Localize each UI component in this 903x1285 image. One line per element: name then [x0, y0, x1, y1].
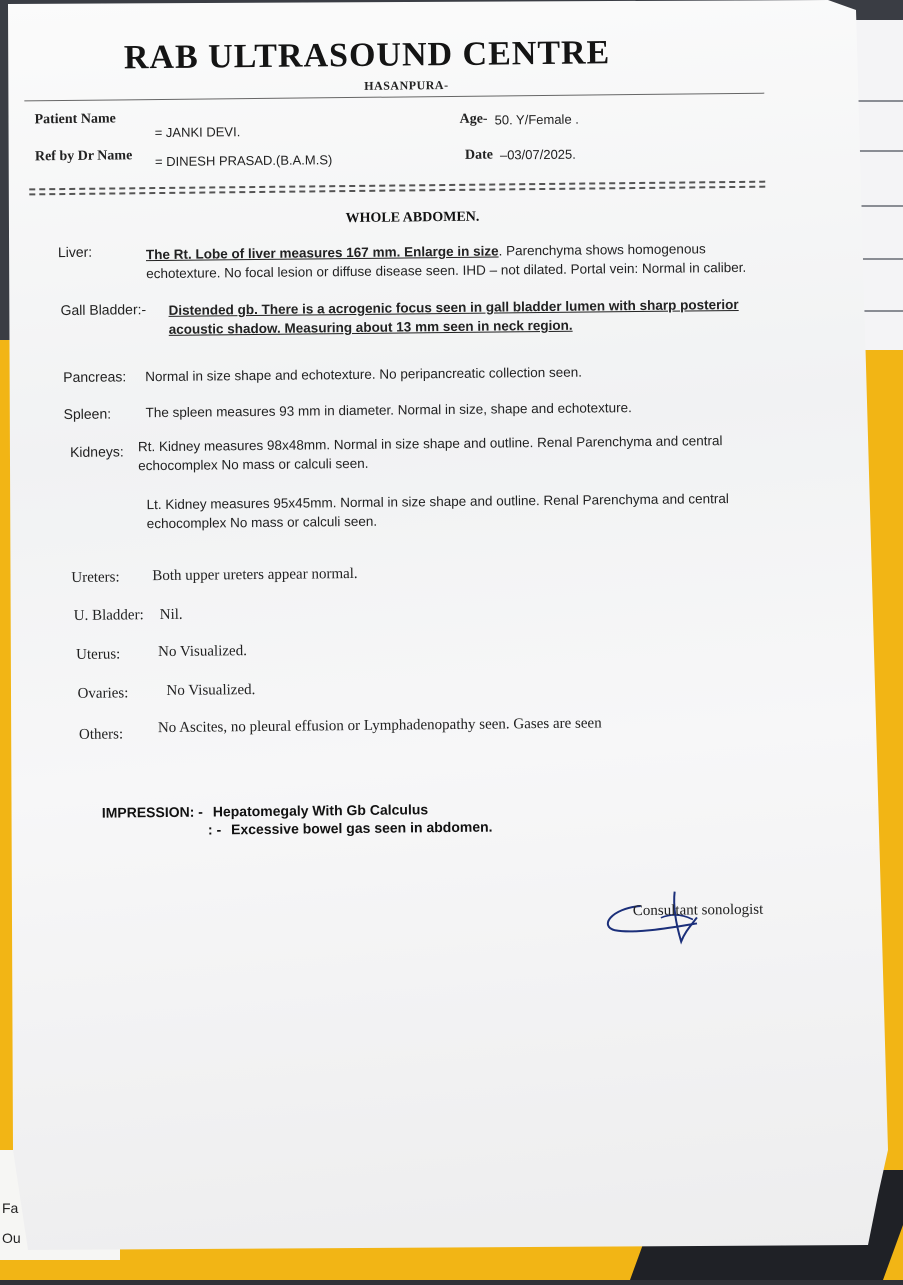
underlying-text: Ou: [2, 1230, 21, 1246]
left-kidney-text: echocomplex No mass or calculi seen.: [146, 513, 378, 532]
impression-block: [102, 800, 493, 840]
clinic-location: HASANPURA-: [364, 77, 449, 93]
left-kidney-finding: [146, 489, 729, 533]
others-label: Others:: [78, 726, 124, 743]
ref-doctor-label: Ref by Dr Name: [34, 148, 133, 165]
ref-doctor-value: = DINESH PRASAD.(B.A.M.S): [154, 152, 333, 170]
uterus-label: Uterus:: [76, 646, 121, 663]
gall-bladder-text: Distended gb. There is a acrogenic focus seen in gall bladder lumen with sharp posterior: [168, 296, 739, 318]
pancreas-finding: Normal in size shape and echotexture. No peripancreatic collection seen.: [145, 364, 583, 385]
age-label: Age-: [459, 111, 488, 127]
age-value: 50. Y/Female .: [494, 111, 579, 128]
liver-finding: [146, 239, 746, 283]
underlying-text: Fa: [2, 1200, 19, 1216]
kidneys-label: Kidneys:: [69, 443, 124, 460]
consultant-sonologist: Consultant sonologist: [632, 901, 764, 920]
ureters-label: Ureters:: [71, 569, 120, 586]
liver-finding-emphasis: The Rt. Lobe of liver measures 167 mm. Enlarge in size: [145, 243, 499, 263]
liver-finding-text: . Parenchyma shows homogenous: [498, 241, 706, 259]
impression-prefix: : -: [207, 821, 222, 838]
date-value: –03/07/2025.: [499, 146, 576, 163]
ureters-finding: Both upper ureters appear normal.: [152, 565, 358, 585]
ovaries-label: Ovaries:: [77, 685, 129, 702]
left-kidney-text: Lt. Kidney measures 95x45mm. Normal in size shape and outline. Renal Parenchyma and central: [146, 491, 729, 513]
urinary-bladder-label: U. Bladder:: [73, 607, 144, 624]
gall-bladder-finding: [168, 295, 738, 339]
clinic-title: RAB ULTRASOUND CENTRE: [123, 34, 611, 77]
pancreas-label: Pancreas:: [63, 368, 127, 386]
gall-bladder-label: Gall Bladder:-: [60, 301, 147, 319]
patient-name-label: Patient Name: [34, 111, 116, 128]
spleen-finding: The spleen measures 93 mm in diameter. Normal in size, shape and echotexture.: [145, 400, 632, 421]
patient-divider: [29, 181, 765, 196]
liver-finding-text: echotexture. No focal lesion or diffuse disease seen. IHD – not dilated. Portal vein: Normal in caliber.: [146, 259, 747, 282]
exam-title: WHOLE ABDOMEN.: [345, 209, 480, 227]
impression-label: IMPRESSION: -: [101, 803, 203, 821]
impression-item: Hepatomegaly With Gb Calculus: [212, 801, 429, 820]
liver-label: Liver:: [57, 243, 93, 261]
date-label: Date: [464, 147, 494, 163]
uterus-finding: No Visualized.: [158, 643, 248, 661]
others-finding: No Ascites, no pleural effusion or Lymphadenopathy seen. Gases are seen: [157, 715, 602, 737]
right-kidney-text: Rt. Kidney measures 98x48mm. Normal in size shape and outline. Renal Parenchyma and central: [137, 433, 723, 455]
ovaries-finding: No Visualized.: [166, 682, 256, 699]
header-divider: [24, 93, 764, 102]
patient-name-value: = JANKI DEVI.: [154, 124, 241, 141]
impression-item: Excessive bowel gas seen in abdomen.: [230, 818, 493, 838]
spleen-label: Spleen:: [63, 405, 112, 423]
right-kidney-finding: [138, 431, 723, 475]
urinary-bladder-finding: Nil.: [159, 606, 183, 624]
right-kidney-text: echocomplex No mass or calculi seen.: [138, 455, 369, 474]
gall-bladder-text: acoustic shadow. Measuring about 13 mm seen in neck region.: [168, 317, 573, 337]
